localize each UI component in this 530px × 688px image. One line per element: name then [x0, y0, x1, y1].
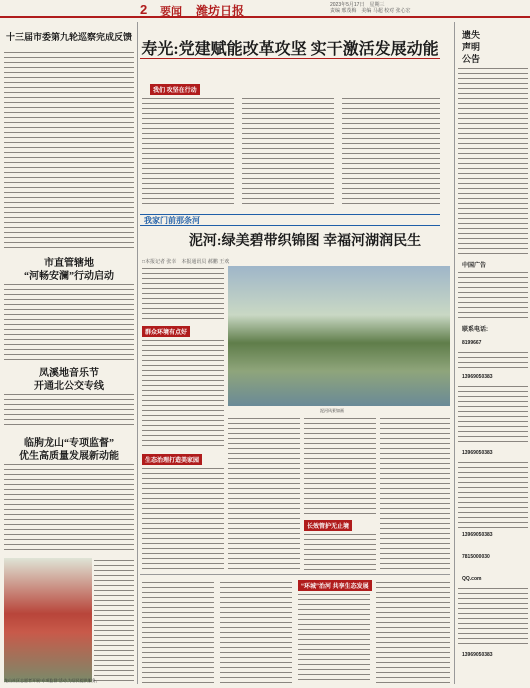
left-column — [4, 24, 134, 684]
bottom-col1 — [142, 580, 214, 684]
river-subhead-3: 长效管护无止境 — [304, 520, 352, 531]
bottom-col3 — [298, 592, 370, 684]
top-story-headline: 寿光:党建赋能改革攻坚 实干激活发展动能 — [141, 41, 439, 58]
river-col1-text2 — [142, 338, 224, 450]
river-photo-caption: 泥河风景如画 — [320, 408, 344, 413]
bottom-col4 — [376, 580, 450, 684]
photo-caption-lines — [94, 558, 134, 682]
notice-text — [458, 66, 528, 256]
river-subhead-1: 群众环境有点好 — [142, 326, 190, 337]
page-number: 2 — [140, 2, 148, 17]
headline-longshan-2: 优生高质量发展新动能 — [19, 451, 119, 462]
headline-inspection: 十三届市委第九轮巡察完成反馈 — [5, 32, 132, 42]
ad-text-1 — [458, 270, 528, 320]
top-story-tag: 我们 攻坚在行动 — [150, 84, 200, 95]
river-story-col3 — [304, 416, 376, 570]
notice-title-1: 遗失 — [462, 30, 481, 40]
ad-text-2 — [458, 350, 528, 372]
river-subhead-4: “环城”治河 共享生态发展 — [298, 580, 372, 591]
notice-title-2: 声明 — [462, 42, 481, 52]
top-story-text-col2 — [242, 96, 334, 206]
bottom-col2 — [220, 580, 292, 684]
river-story-headline: 泥河:绿美碧带织锦图 幸福河湖润民生 — [188, 234, 422, 249]
ad-label-1: 中国广告 — [462, 263, 487, 269]
newspaper-brand: 潍坊日报 — [196, 4, 245, 18]
top-story-text-col3 — [342, 96, 440, 206]
river-story-byline: □本报记者 张幸 本报通讯员 郝鹏 王欢 — [142, 259, 230, 265]
article-body-river-safety — [4, 282, 134, 360]
river-col1-text3 — [142, 466, 224, 570]
volunteers-photo — [4, 558, 92, 682]
article-body-music-festival — [4, 392, 134, 428]
ad-text-3 — [458, 384, 528, 444]
river-col3-text2 — [304, 532, 376, 570]
river-photo — [228, 266, 450, 406]
headline-river-safety-1: 市直管辖地 — [44, 258, 94, 269]
river-col2-text — [228, 416, 300, 570]
ad-email: QQ.com — [462, 576, 482, 582]
bottom-row — [142, 580, 450, 684]
ad-phone-2: 13969050383 — [462, 374, 493, 380]
editor-credits: 责编 邢茂梅 美编 马超 校对 张心宏 — [330, 8, 411, 14]
right-divider — [454, 22, 455, 684]
ad-phone-1: 8199667 — [462, 340, 482, 346]
river-subhead-2: 生态治理打造美家园 — [142, 454, 202, 465]
feature-band-label: 我家门前那条河 — [144, 216, 200, 225]
ad-phone-4: 13969050383 — [462, 532, 493, 538]
article-body-inspection — [4, 50, 134, 250]
masthead — [0, 0, 530, 18]
ad-contact-label: 联系电话: — [462, 327, 488, 333]
river-story-col4 — [380, 416, 450, 570]
top-story-rule — [140, 58, 440, 59]
section-name: 要闻 — [160, 6, 182, 18]
column-divider — [137, 22, 138, 684]
headline-longshan-1: 临朐龙山“专项监督” — [24, 438, 114, 449]
feature-band — [140, 214, 440, 226]
ad-phone-5: 7815000030 — [462, 554, 490, 560]
river-col3-text — [304, 416, 376, 516]
headline-music-festival-1: 凤溪地音乐节 — [39, 368, 99, 379]
top-story-body — [142, 96, 440, 206]
bottom-rule — [140, 574, 450, 575]
notice-title-3: 公告 — [462, 54, 481, 64]
ad-text-4 — [458, 460, 528, 530]
article-body-longshan — [4, 462, 134, 554]
river-col4-text — [380, 416, 450, 570]
river-story-col1 — [142, 266, 224, 570]
right-column — [458, 24, 528, 684]
headline-music-festival-2: 开通北公交专线 — [34, 381, 104, 392]
ad-phone-3: 13969050383 — [462, 450, 493, 456]
headline-river-safety-2: “河畅安澜”行动启动 — [24, 271, 114, 282]
ad-phone-6: 13969050383 — [462, 652, 493, 658]
issue-date: 2023年5月17日 星期三 — [330, 2, 385, 8]
issue-meta — [330, 2, 420, 14]
longshan-photo-caption: 龙山社区志愿者开展“专项监督”活动,为居民提供服务。 — [4, 678, 100, 683]
river-col1-text — [142, 266, 224, 322]
top-story-text — [142, 96, 234, 206]
river-story-col2 — [228, 416, 300, 570]
ad-text-5 — [458, 586, 528, 646]
